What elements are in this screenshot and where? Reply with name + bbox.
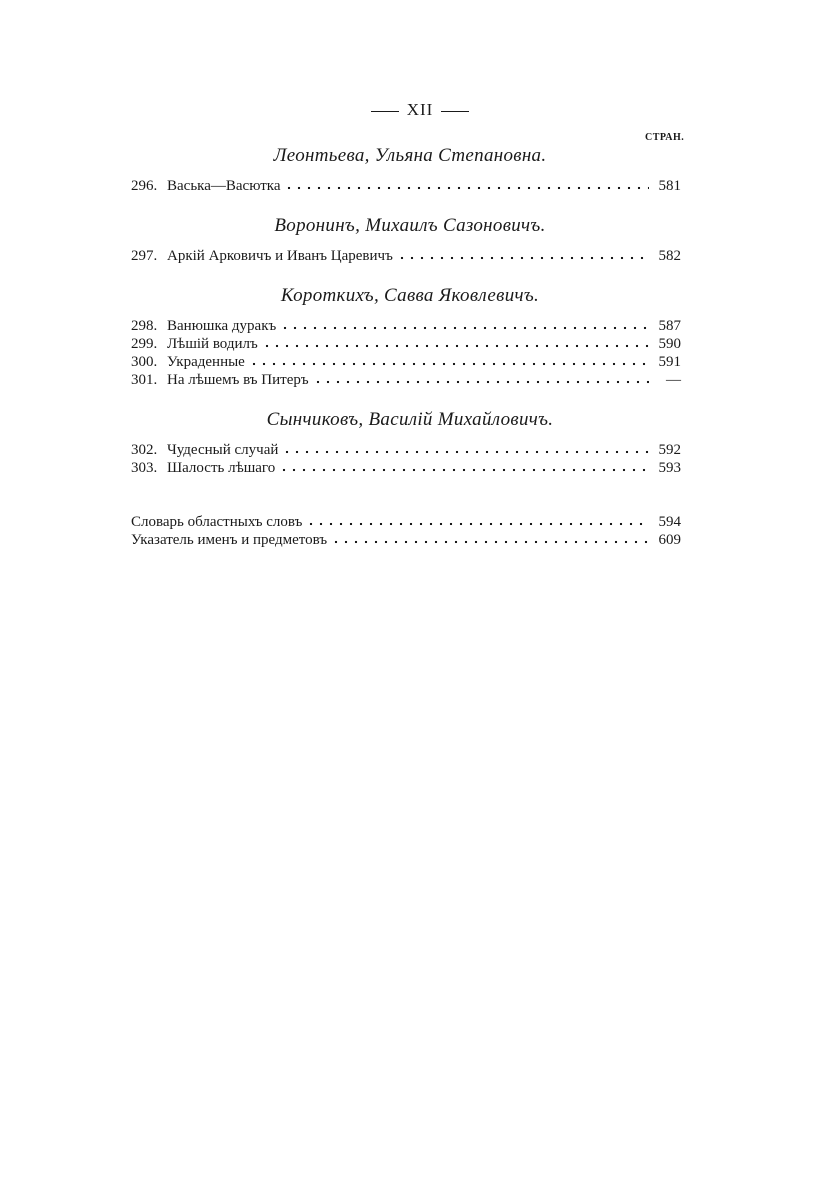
toc-entry[interactable]	[131, 370, 681, 390]
page-number-dash-left	[371, 111, 399, 112]
page-number-text: XII	[406, 100, 434, 119]
entry-number: 303.	[131, 460, 158, 476]
entry-number: 296.	[131, 178, 158, 194]
toc-entry[interactable]	[131, 352, 681, 372]
entry-title: Васька—Васютка	[167, 178, 281, 194]
entry-page: 591	[658, 354, 681, 370]
dot-leader	[397, 256, 649, 260]
entry-title: Ванюшка дуракъ	[167, 318, 277, 334]
entry-page: 592	[658, 442, 681, 458]
dot-leader	[249, 362, 649, 366]
entry-title: Шалость лѣшаго	[167, 460, 276, 476]
dot-leader	[262, 344, 649, 348]
entry-page: 593	[658, 460, 681, 476]
entry-page: 594	[658, 514, 681, 530]
entry-title: Аркій Арковичъ и Иванъ Царевичъ	[167, 248, 393, 264]
dot-leader	[280, 326, 649, 330]
entry-title: Лѣшій водилъ	[167, 336, 258, 352]
dot-leader	[313, 380, 649, 384]
entry-title: Чудесный случай	[167, 442, 279, 458]
entry-number: 297.	[131, 248, 158, 264]
dot-leader	[306, 522, 649, 526]
author-heading: Леонтьева, Ульяна Степановна.	[273, 145, 547, 166]
entry-page: —	[666, 372, 681, 388]
entry-number: 302.	[131, 442, 158, 458]
author-heading: Короткихъ, Савва Яковлевичъ.	[280, 285, 540, 306]
entry-number: 299.	[131, 336, 158, 352]
entry-page: 582	[658, 248, 681, 264]
toc-entry[interactable]	[131, 440, 681, 460]
entry-page: 581	[658, 178, 681, 194]
toc-entry-appendix[interactable]	[131, 530, 681, 550]
toc-entry-appendix[interactable]	[131, 512, 681, 532]
dot-leader	[282, 450, 649, 454]
toc-entry[interactable]	[131, 458, 681, 478]
entry-title: На лѣшемъ въ Питеръ	[167, 372, 309, 388]
entry-number: 298.	[131, 318, 158, 334]
page-column-label: СТРАН.	[645, 132, 685, 143]
dot-leader	[331, 540, 649, 544]
dot-leader	[284, 186, 649, 190]
entry-title: Указатель именъ и предметовъ	[131, 532, 328, 548]
toc-entry[interactable]	[131, 176, 681, 196]
page-number	[0, 100, 840, 120]
author-heading: Воронинъ, Михаилъ Сазоновичъ.	[274, 215, 546, 236]
entry-page: 609	[658, 532, 681, 548]
toc-entry[interactable]	[131, 334, 681, 354]
entry-page: 590	[658, 336, 681, 352]
page-number-dash-right	[441, 111, 469, 112]
entry-title: Словарь областныхъ словъ	[131, 514, 303, 530]
toc-entry[interactable]	[131, 316, 681, 336]
entry-number: 300.	[131, 354, 158, 370]
toc-entry[interactable]	[131, 246, 681, 266]
entry-title: Украденные	[167, 354, 245, 370]
entry-page: 587	[658, 318, 681, 334]
entry-number: 301.	[131, 372, 158, 388]
author-heading: Сынчиковъ, Василій Михайловичъ.	[266, 409, 554, 430]
dot-leader	[279, 468, 649, 472]
